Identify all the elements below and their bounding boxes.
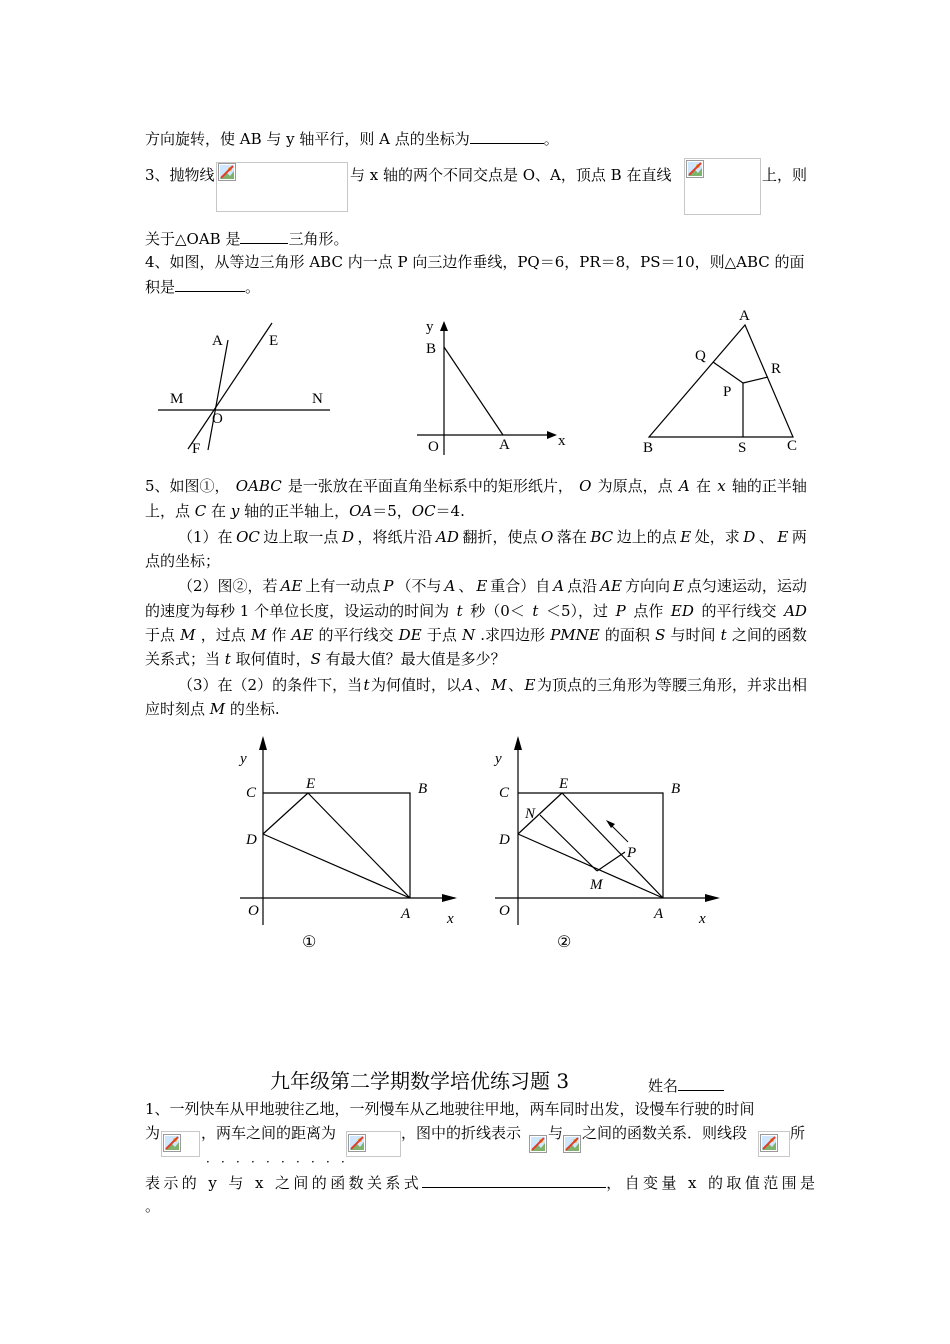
broken-image-icon xyxy=(529,1135,547,1153)
label-a: A xyxy=(212,333,223,349)
s: t xyxy=(224,650,231,668)
s: E xyxy=(524,676,536,694)
p3q1-w3: ，图中的折线表示 xyxy=(401,1124,522,1142)
q3-about: 关于△OAB 是 xyxy=(145,230,241,248)
label-e: E xyxy=(306,776,316,792)
y-arrow xyxy=(514,736,522,750)
s: 取何值时， xyxy=(230,650,311,668)
segment-ab xyxy=(444,347,503,435)
caption-1: ① xyxy=(302,934,317,951)
q3-middle: 与 x 轴的两个不同交点是 O、A，顶点 B 在直线 xyxy=(350,166,672,184)
s: 于点 xyxy=(426,626,457,644)
s: 落在 xyxy=(556,528,587,546)
label-p: P xyxy=(627,845,637,861)
s: 的平行线交 xyxy=(701,602,777,620)
q3-then: 上，则 xyxy=(762,166,808,184)
q5-l2-s6: ＝5， xyxy=(372,502,412,520)
s: 、 xyxy=(758,528,774,546)
s: 重合）自 xyxy=(490,577,551,595)
label-o: O xyxy=(499,903,510,919)
label-b: B xyxy=(418,781,428,797)
s: O xyxy=(540,528,554,546)
s: .求四边形 xyxy=(480,626,546,644)
label-c: C xyxy=(499,785,510,801)
figure-equilateral-triangle xyxy=(635,305,810,460)
broken-image-icon xyxy=(686,160,704,178)
label-d: D xyxy=(499,832,510,848)
s: E xyxy=(680,528,692,546)
q5-l2-s2: 在 xyxy=(206,502,231,520)
s: M xyxy=(209,700,226,718)
segment-nm xyxy=(540,815,597,871)
s: 点匀速运动，运动 xyxy=(686,577,807,595)
segment-ea xyxy=(562,793,663,898)
s: 上有一动点 xyxy=(305,577,381,595)
q2-ending-line xyxy=(145,128,559,149)
label-r: R xyxy=(771,361,782,377)
q5-part3-line2 xyxy=(145,699,280,719)
label-f: F xyxy=(192,441,201,457)
q4-line2 xyxy=(145,276,260,297)
s: 关系式；当 xyxy=(145,650,225,668)
s: AE xyxy=(600,577,622,595)
label-a: A xyxy=(401,906,411,922)
label-b: B xyxy=(426,341,437,357)
perp-pq xyxy=(713,362,743,383)
label-a: A xyxy=(654,906,664,922)
s: （3）在（2）的条件下，当 xyxy=(178,676,363,694)
p3q1-line4: 。 xyxy=(145,1197,161,1215)
label-n: N xyxy=(525,806,536,822)
figure-1-rectangle xyxy=(230,730,470,955)
figure-axes-triangle xyxy=(415,315,575,460)
segment-da xyxy=(263,834,410,898)
q4-tail: 。 xyxy=(245,278,261,296)
q5-l2-s7: OC xyxy=(411,502,436,520)
q5-part2-line4 xyxy=(145,649,506,669)
q5-l1-s5: A xyxy=(678,477,690,495)
figure-2-rectangle xyxy=(485,730,730,955)
p3q1-w4: 与 xyxy=(548,1124,564,1142)
broken-image-icon xyxy=(218,163,236,181)
s: t xyxy=(363,676,370,694)
s: 点沿 xyxy=(567,577,598,595)
s: 方向向 xyxy=(624,577,670,595)
s: 为顶点的三角形为等腰三角形，并求出相 xyxy=(536,676,807,694)
q5-part2-line3 xyxy=(145,625,807,645)
q4-area: 积是 xyxy=(145,278,176,296)
label-b: B xyxy=(671,781,681,797)
q5-l1-s4: 为原点，点 xyxy=(597,477,673,495)
s: OC xyxy=(236,528,260,546)
s: PMNE xyxy=(550,626,600,644)
label-m: M xyxy=(170,391,184,407)
label-e: E xyxy=(559,776,569,792)
label-o: O xyxy=(428,439,439,455)
q5-l1-s2: 是一张放在平面直角坐标系中的矩形纸片， xyxy=(287,477,573,495)
emphasis-dots: ．．．．．．．．．． xyxy=(206,1151,363,1165)
s: 、 xyxy=(508,676,524,694)
p3q1-w2: ，两车之间的距离为 xyxy=(201,1124,337,1142)
q3-answer-blank[interactable] xyxy=(240,228,288,244)
s: ，过点 xyxy=(200,626,246,644)
label-q: Q xyxy=(695,348,706,364)
s: A xyxy=(444,577,456,595)
q5-line1 xyxy=(145,476,807,496)
s: E xyxy=(777,528,789,546)
label-m: M xyxy=(590,877,603,893)
s: ED xyxy=(670,602,694,620)
s: 的平行线交 xyxy=(318,626,394,644)
name-blank[interactable] xyxy=(678,1075,724,1091)
p3q1-line3b: ，自变量 x 的取值范围是 xyxy=(606,1174,819,1192)
s: E xyxy=(476,577,488,595)
label-x: x xyxy=(699,911,706,927)
s: AD xyxy=(436,528,459,546)
s: S xyxy=(655,626,666,644)
label-s: S xyxy=(738,440,747,456)
s: t xyxy=(456,602,463,620)
direction-arrowhead xyxy=(606,820,615,828)
s: 有最大值？最大值是多少？ xyxy=(320,650,506,668)
q5-line2 xyxy=(145,501,465,521)
y-arrow xyxy=(259,736,267,750)
label-n: N xyxy=(312,391,323,407)
segment-mp xyxy=(597,852,625,871)
s: t xyxy=(532,602,539,620)
s: AE xyxy=(280,577,303,595)
q5-l1-s6: 在 xyxy=(695,477,711,495)
s: A xyxy=(553,577,565,595)
label-c: C xyxy=(787,438,798,454)
q5-l1-s8: 轴的正半轴 xyxy=(731,477,807,495)
name-field xyxy=(648,1075,724,1096)
s: D xyxy=(743,528,756,546)
s: DE xyxy=(398,626,422,644)
label-y: y xyxy=(495,751,502,767)
q5-l2-s5: OA xyxy=(349,502,373,520)
s: AE xyxy=(291,626,314,644)
s: ，将纸片沿 xyxy=(357,528,433,546)
s: BC xyxy=(590,528,614,546)
label-y: y xyxy=(426,319,434,335)
s: ＜5），过 xyxy=(546,602,609,620)
label-o: O xyxy=(212,411,223,427)
s: 边上取一点 xyxy=(263,528,339,546)
s: P xyxy=(615,602,626,620)
p3q1-line3 xyxy=(145,1172,819,1193)
q3-start: 3、抛物线 xyxy=(145,166,215,184)
p3q1-w6: 所 xyxy=(790,1124,806,1142)
label-e: E xyxy=(269,333,279,349)
label-b: B xyxy=(643,440,654,456)
s: 的坐标. xyxy=(225,700,280,718)
s: 的面积 xyxy=(604,626,650,644)
x-arrow xyxy=(442,894,457,902)
y-arrow xyxy=(440,321,448,331)
p3q1-line1: 1、一列快车从甲地驶往乙地，一列慢车从乙地驶往甲地，两车同时出发，设慢车行驶的时间 xyxy=(145,1100,755,1118)
s: D xyxy=(341,528,354,546)
q5-l2-s8: ＝4. xyxy=(435,502,465,520)
s: 边上的点 xyxy=(616,528,677,546)
p3q1-line3a: 表示的 y 与 x 之间的函数关系式 xyxy=(145,1174,423,1192)
s: （1）在 xyxy=(178,528,233,546)
q4-answer-blank[interactable] xyxy=(175,276,245,292)
q5-l2-s1: C xyxy=(194,502,207,520)
q2-tail: 。 xyxy=(543,130,559,148)
s: （2）图②，若 xyxy=(178,577,278,595)
q3-line2 xyxy=(145,228,348,249)
s: S xyxy=(310,650,321,668)
page-title: 九年级第二学期数学培优练习题 3 xyxy=(270,1069,570,1093)
q5-l1-s3: O xyxy=(579,477,592,495)
q5-l2-s3: y xyxy=(230,502,240,520)
s: 、 xyxy=(474,676,490,694)
perp-pr xyxy=(743,377,768,383)
s: 作 xyxy=(271,626,287,644)
name-label: 姓名 xyxy=(648,1077,679,1095)
q5-l1-s7: x xyxy=(717,477,726,495)
s: 、 xyxy=(458,577,474,595)
s: 的速度为每秒 1 个单位长度，设运动的时间为 xyxy=(145,602,450,620)
q5-l2-s0: 上，点 xyxy=(145,502,195,520)
s: 两 xyxy=(791,528,807,546)
broken-image-icon xyxy=(163,1134,181,1152)
label-x: x xyxy=(447,911,454,927)
label-a: A xyxy=(499,437,510,453)
label-y: y xyxy=(240,751,247,767)
line-af xyxy=(208,340,228,450)
broken-image-icon xyxy=(563,1135,581,1153)
direction-arrow xyxy=(610,824,628,842)
q5-part2-line2 xyxy=(145,601,807,621)
s: M xyxy=(180,626,196,644)
s: M xyxy=(491,676,507,694)
s: 点作 xyxy=(633,602,664,620)
triangle-abc xyxy=(649,325,793,437)
q3-triangle: 三角形。 xyxy=(288,230,349,248)
segment-ea xyxy=(308,793,410,898)
s: 为何值时，以 xyxy=(371,676,462,694)
s: （不与 xyxy=(396,577,442,595)
s: t xyxy=(720,626,727,644)
s: N xyxy=(461,626,476,644)
label-d: D xyxy=(246,832,257,848)
q5-l1-s0: 5、如图①， xyxy=(145,477,230,495)
q2-text: 方向旋转，使 AB 与 y 轴平行，则 A 点的坐标为 xyxy=(145,130,470,148)
figure-intersecting-lines xyxy=(150,315,340,460)
p3q1-w1: 为 xyxy=(145,1124,161,1142)
q4-line1: 4、如图，从等边三角形 ABC 内一点 P 向三边作垂线，PQ＝6，PR＝8，PS＝10，则△ABC 的面 xyxy=(145,253,805,271)
p3q1-w5: 之间的函数关系．则线段 xyxy=(582,1124,748,1142)
broken-image-icon xyxy=(760,1134,778,1152)
q5-l1-s1: OABC xyxy=(235,477,282,495)
label-o: O xyxy=(248,903,259,919)
s: E xyxy=(672,577,684,595)
line-e xyxy=(188,323,272,449)
q5-part2-line1 xyxy=(178,576,807,596)
segment-de xyxy=(263,793,308,834)
label-a: A xyxy=(739,308,750,324)
s: 于点 xyxy=(145,626,176,644)
q5-part3-line1 xyxy=(178,675,807,695)
s: P xyxy=(383,577,394,595)
s: 与时间 xyxy=(670,626,716,644)
label-x: x xyxy=(558,433,566,449)
q5-part1-line1 xyxy=(178,527,807,547)
q2-answer-blank[interactable] xyxy=(470,128,544,144)
caption-2: ② xyxy=(557,934,572,951)
x-arrow xyxy=(705,894,720,902)
s: 翻折，使点 xyxy=(462,528,538,546)
label-p: P xyxy=(723,384,732,400)
q5-part1-line2: 点的坐标； xyxy=(145,552,221,570)
q5-l2-s4: 轴的正半轴上， xyxy=(239,502,350,520)
s: M xyxy=(250,626,267,644)
s: 处，求 xyxy=(694,528,740,546)
s: 之间的函数 xyxy=(731,626,807,644)
s: A xyxy=(462,676,474,694)
s: AD xyxy=(784,602,807,620)
x-arrow xyxy=(547,431,557,439)
s: 秒（0＜ xyxy=(470,602,525,620)
function-answer-blank[interactable] xyxy=(422,1172,606,1188)
s: 应时刻点 xyxy=(145,700,210,718)
label-c: C xyxy=(246,785,257,801)
rect-cb-ba xyxy=(263,793,410,898)
